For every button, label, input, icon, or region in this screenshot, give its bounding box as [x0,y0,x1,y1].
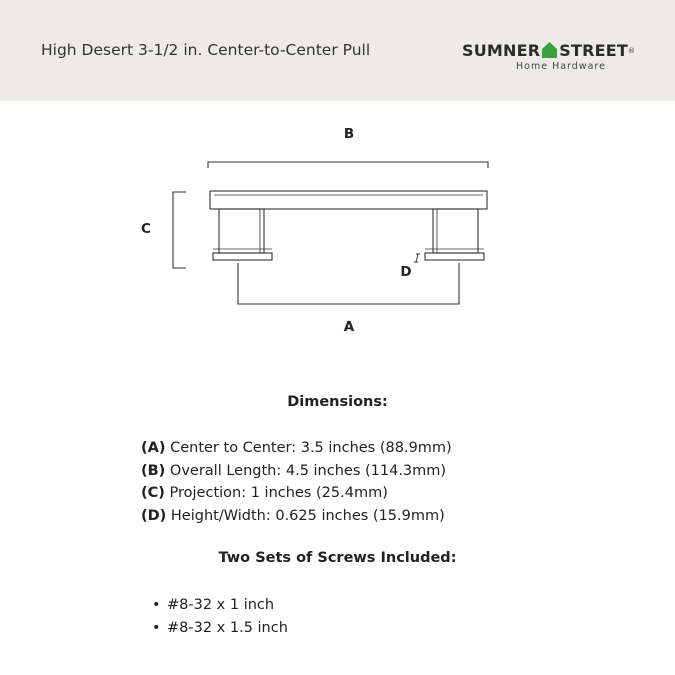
label-c: C [141,221,151,237]
logo-word-street: STREET [559,41,629,60]
dimension-text: Center to Center: 3.5 inches (88.9mm) [165,440,452,456]
logo-tagline: Home Hardware [516,61,606,72]
right-post [433,209,478,253]
handle-bar [210,191,487,209]
dimension-line-c [173,192,186,268]
label-b: B [343,126,355,142]
dimension-key: (D) [141,507,167,524]
bullet: • [152,619,161,636]
dimension-a-item [141,437,452,460]
dimension-text: Projection: 1 inches (25.4mm) [164,485,388,501]
screw-text: #8-32 x 1 inch [167,597,275,613]
left-base [213,253,272,260]
header-band [0,0,675,101]
screw-item [152,594,288,617]
label-a: A [343,319,355,335]
house-icon [541,41,558,58]
dimension-line-b [208,162,488,168]
screw-item [152,617,288,640]
screw-text: #8-32 x 1.5 inch [167,619,288,636]
screws-heading: Two Sets of Screws Included: [218,550,457,566]
dimension-key: (A) [141,440,166,456]
left-post [219,209,264,253]
dimension-b-item [141,460,452,483]
pull-diagram [0,101,675,361]
screws-list [152,594,288,639]
logo-wordmark [462,41,635,61]
dimension-key: (C) [141,485,165,501]
dimension-c-item [141,482,452,505]
logo-word-sumner: SUMNER [462,41,541,60]
dimensions-list [141,437,452,527]
dimensions-heading: Dimensions: [287,394,388,410]
dimension-line-d [414,254,420,262]
trademark-symbol: ® [628,47,636,55]
product-title: High Desert 3-1/2 in. Center-to-Center Pull [41,41,371,59]
dimension-text: Height/Width: 0.625 inches (15.9mm) [166,507,445,524]
label-d: D [400,264,412,280]
bullet: • [152,597,161,613]
right-base [425,253,484,260]
dimension-line-a [238,263,459,304]
brand-logo [462,41,642,81]
dimension-text: Overall Length: 4.5 inches (114.3mm) [165,462,447,479]
dimension-key: (B) [141,462,166,479]
dimension-d-item [141,505,452,528]
pull-drawing [0,101,675,361]
